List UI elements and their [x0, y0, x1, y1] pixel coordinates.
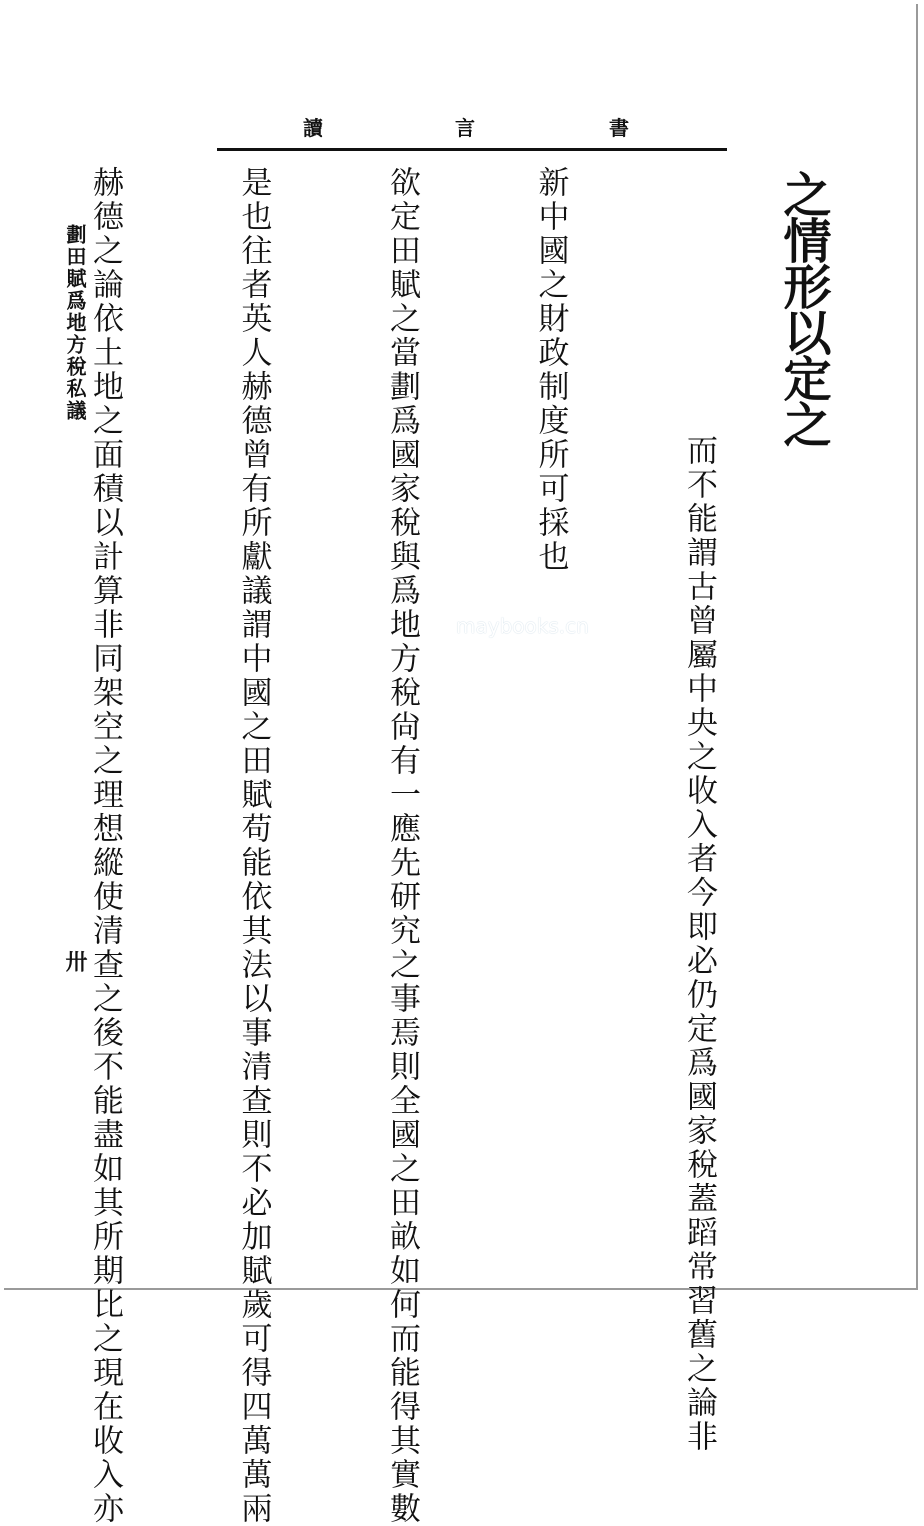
body-text — [87, 166, 822, 1526]
watermark: maybooks.cn — [452, 614, 593, 638]
header-mark-right: 書 — [609, 116, 629, 140]
page-header — [0, 0, 924, 160]
text-column: 是也往者英人赫德曾有所獻議謂中國之田賦苟能依其法以事清查則不必加賦歲可得四萬萬兩 — [235, 166, 272, 1526]
text-column: 新中國之財政制度所可採也 — [532, 166, 569, 574]
section-heading: 之情形以定之 — [775, 170, 831, 446]
header-mark-middle: 言 — [455, 116, 475, 140]
text-column: 赫德之論依土地之面積以計算非同架空之理想縱使清查之後不能盡如其所期比之現在收入亦 — [87, 166, 123, 1526]
page-number: 卅 — [62, 950, 88, 972]
header-mark-left: 讀 — [303, 116, 323, 140]
text-column: 而不能謂古曾屬中央之收入者今即必仍定爲國家稅蓋蹈常習舊之論非 — [681, 434, 717, 1454]
text-column: 欲定田賦之當劃爲國家稅與爲地方稅尙有一應先研究之事焉則全國之田畝如何而能得其實數 — [384, 166, 420, 1526]
running-title: 劃田賦爲地方稅私議 — [63, 224, 87, 422]
header-rule — [217, 148, 727, 151]
